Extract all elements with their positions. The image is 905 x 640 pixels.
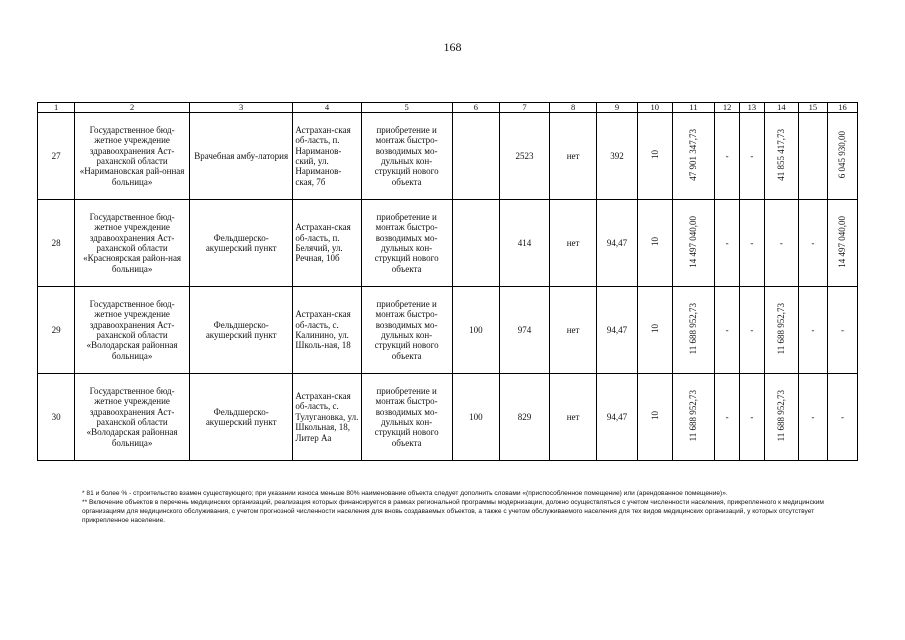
vertical-text: 11 688 952,73 [776, 303, 787, 355]
vertical-text: 10 [649, 324, 660, 334]
cell-col7: 829 [500, 374, 550, 461]
header-cell: 16 [827, 103, 857, 113]
cell-col15: - [798, 200, 827, 287]
header-cell: 13 [740, 103, 765, 113]
header-cell: 7 [500, 103, 550, 113]
cell-col9: 94,47 [597, 374, 637, 461]
vertical-text: 11 688 952,73 [688, 390, 699, 442]
cell-col7: 2523 [500, 113, 550, 200]
header-cell: 14 [764, 103, 798, 113]
vertical-text: 10 [649, 237, 660, 247]
vertical-text: 11 688 952,73 [688, 303, 699, 355]
cell-col14: - [764, 200, 798, 287]
vertical-text: 11 688 952,73 [776, 390, 787, 442]
objects-table [37, 102, 858, 461]
vertical-text: 41 855 417,73 [776, 128, 787, 181]
footnotes [82, 489, 842, 525]
cell-col12: - [715, 374, 740, 461]
cell-col13: - [740, 287, 765, 374]
row-number: 29 [38, 287, 75, 374]
facility-address: Астрахан-ская об-ласть, с. Калинино, ул. Школь-ная, 18 [293, 287, 361, 374]
header-cell: 12 [715, 103, 740, 113]
header-cell: 4 [293, 103, 361, 113]
cell-col12: - [715, 200, 740, 287]
cell-col7: 414 [500, 200, 550, 287]
cell-col12: - [715, 113, 740, 200]
header-cell: 1 [38, 103, 75, 113]
header-cell: 8 [549, 103, 597, 113]
cell-col10 [637, 200, 672, 287]
vertical-text: 10 [649, 411, 660, 421]
cell-col13: - [740, 113, 765, 200]
cell-col10 [637, 287, 672, 374]
cell-col8: нет [549, 287, 597, 374]
cell-col14 [764, 287, 798, 374]
cell-col8: нет [549, 200, 597, 287]
facility-type: Врачебная амбу-латория [189, 113, 292, 200]
vertical-text: 47 901 347,73 [688, 128, 699, 181]
cell-col9: 94,47 [597, 287, 637, 374]
cell-col7: 974 [500, 287, 550, 374]
cell-col13: - [740, 374, 765, 461]
header-cell: 15 [798, 103, 827, 113]
work-type: приобретение и монтаж быстро-возводимых мо-дульных кон-струкций нового объекта [361, 113, 452, 200]
organization-name: Государственное бюд-жетное учреждение здравоохранения Аст-раханской области «Наримановская рай-онная больница» [75, 113, 190, 200]
header-cell: 5 [361, 103, 452, 113]
vertical-text: 10 [649, 150, 660, 160]
cell-col12: - [715, 287, 740, 374]
cell-col13: - [740, 200, 765, 287]
cell-col6 [452, 113, 500, 200]
cell-col16 [827, 200, 857, 287]
table-row [38, 287, 858, 374]
cell-col16: - [827, 374, 857, 461]
cell-col16: - [827, 287, 857, 374]
cell-col10 [637, 374, 672, 461]
cell-col6: 100 [452, 287, 500, 374]
cell-col6 [452, 200, 500, 287]
cell-col14 [764, 113, 798, 200]
table-row [38, 200, 858, 287]
work-type: приобретение и монтаж быстро-возводимых мо-дульных кон-струкций нового объекта [361, 200, 452, 287]
header-cell: 11 [672, 103, 714, 113]
footnote-1: * 81 и более % - строительство взамен существующего; при указании износа меньше 80% наименование объекта следует дополнить словами «(приспособленное помещение) или (арендованное помещение)». [82, 490, 728, 497]
facility-address: Астрахан-ская об-ласть, п. Белячий, ул. Речная, 10б [293, 200, 361, 287]
cell-col9: 94,47 [597, 200, 637, 287]
organization-name: Государственное бюд-жетное учреждение здравоохранения Аст-раханской области «Володарская районная больница» [75, 374, 190, 461]
cell-col11 [672, 200, 714, 287]
facility-type: Фельдшерско-акушерский пункт [189, 287, 292, 374]
vertical-text: 6 045 930,00 [837, 131, 848, 179]
cell-col11 [672, 374, 714, 461]
header-cell: 9 [597, 103, 637, 113]
table-header-row [38, 103, 858, 113]
organization-name: Государственное бюд-жетное учреждение здравоохранения Аст-раханской области «Красноярская район-ная больница» [75, 200, 190, 287]
facility-type: Фельдшерско-акушерский пункт [189, 200, 292, 287]
cell-col15: - [798, 374, 827, 461]
facility-address: Астрахан-ская об-ласть, с. Тулугановка, ул. Школьная, 18, Литер Аа [293, 374, 361, 461]
footnote-2: ** Включение объектов в перечень медицинских организаций, реализация которых финансируется в рамках региональной программы модернизации, должно осуществляться с учетом численности населения, прикрепленного к медицинским организациям для медицинского обслуживания, с учетом прогнозной численности населения для вновь создаваемых объектов, а также с учетом обслуживаемого населения для тех видов медицинских организаций, у которых отсутствует прикрепленное население. [82, 499, 824, 524]
table-row [38, 113, 858, 200]
row-number: 28 [38, 200, 75, 287]
facility-type: Фельдшерско-акушерский пункт [189, 374, 292, 461]
table-row [38, 374, 858, 461]
header-cell: 10 [637, 103, 672, 113]
cell-col10 [637, 113, 672, 200]
row-number: 30 [38, 374, 75, 461]
header-cell: 6 [452, 103, 500, 113]
cell-col11 [672, 113, 714, 200]
header-cell: 3 [189, 103, 292, 113]
cell-col9: 392 [597, 113, 637, 200]
cell-col8: нет [549, 374, 597, 461]
cell-col16 [827, 113, 857, 200]
cell-col6: 100 [452, 374, 500, 461]
cell-col15: - [798, 287, 827, 374]
organization-name: Государственное бюд-жетное учреждение здравоохранения Аст-раханской области «Володарская районная больница» [75, 287, 190, 374]
cell-col14 [764, 374, 798, 461]
cell-col8: нет [549, 113, 597, 200]
facility-address: Астрахан-ская об-ласть, п. Нариманов-ский, ул. Нариманов-ская, 7б [293, 113, 361, 200]
page-number: 168 [443, 40, 462, 54]
row-number: 27 [38, 113, 75, 200]
work-type: приобретение и монтаж быстро-возводимых мо-дульных кон-струкций нового объекта [361, 287, 452, 374]
work-type: приобретение и монтаж быстро-возводимых мо-дульных кон-струкций нового объекта [361, 374, 452, 461]
cell-col15 [798, 113, 827, 200]
header-cell: 2 [75, 103, 190, 113]
vertical-text: 14 497 040,00 [688, 215, 699, 268]
cell-col11 [672, 287, 714, 374]
vertical-text: 14 497 040,00 [837, 215, 848, 268]
